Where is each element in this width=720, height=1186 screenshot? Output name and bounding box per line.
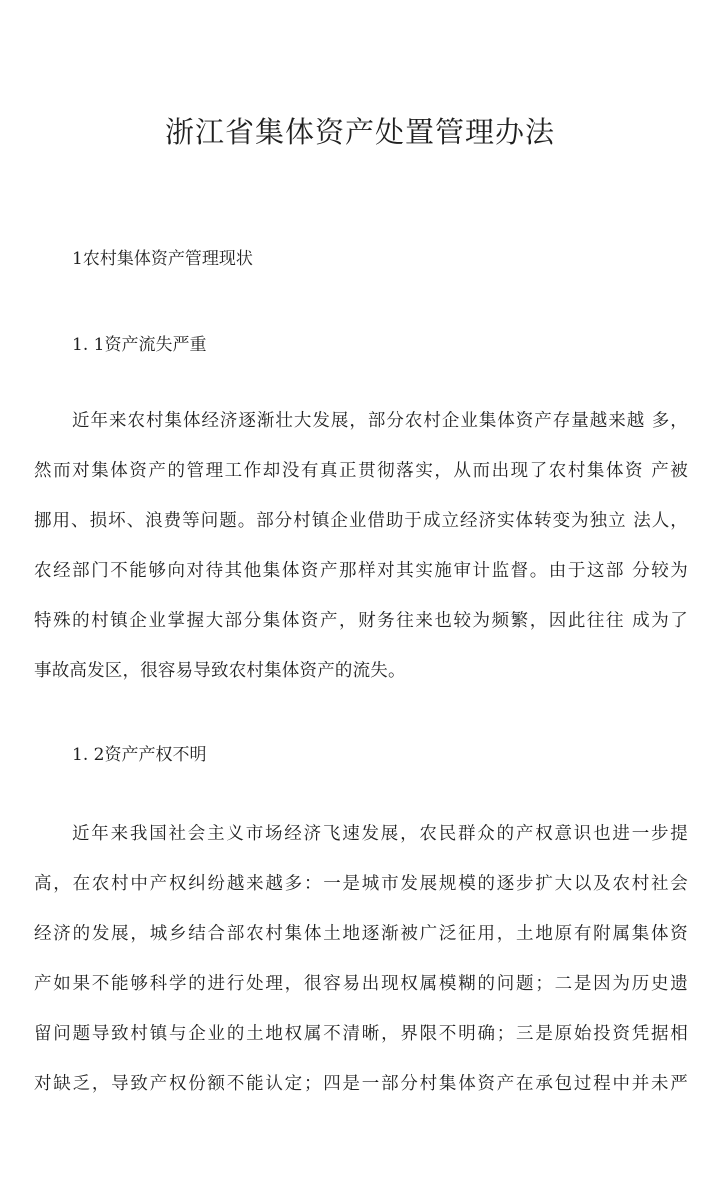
section-heading-1: 1农村集体资产管理现状 xyxy=(72,249,253,269)
paragraph-line: 事故高发区，很容易导致农村集体资产的流失。 xyxy=(34,661,406,681)
section-heading-1-1: 1. 1资产流失严重 xyxy=(72,335,207,355)
paragraph-line: 对缺乏，导致产权份额不能认定；四是一部分村集体资产在承包过程中并未严 xyxy=(34,1074,688,1094)
section-heading-1-2: 1. 2资产产权不明 xyxy=(72,745,207,765)
paragraph-asset-loss xyxy=(34,409,688,709)
document-title: 浙江省集体资产处置管理办法 xyxy=(164,115,555,149)
paragraph-line: 产如果不能够科学的进行处理，很容易出现权属模糊的问题；二是因为历史遗 xyxy=(34,974,688,994)
paragraph-line: 然而对集体资产的管理工作却没有真正贯彻落实，从而出现了农村集体资 产被 xyxy=(34,461,688,481)
paragraph-line: 特殊的村镇企业掌握大部分集体资产，财务往来也较为频繁，因此往往 成为了 xyxy=(34,611,688,631)
paragraph-property-rights xyxy=(34,822,688,1122)
paragraph-line: 挪用、损坏、浪费等问题。部分村镇企业借助于成立经济实体转变为独立 法人， xyxy=(34,511,688,531)
paragraph-line: 近年来农村集体经济逐渐壮大发展，部分农村企业集体资产存量越来越 多， xyxy=(72,411,688,431)
paragraph-line: 农经部门不能够向对待其他集体资产那样对其实施审计监督。由于这部 分较为 xyxy=(34,561,688,581)
paragraph-line: 留问题导致村镇与企业的土地权属不清晰，界限不明确；三是原始投资凭据相 xyxy=(34,1024,688,1044)
paragraph-line: 经济的发展，城乡结合部农村集体土地逐渐被广泛征用，土地原有附属集体资 xyxy=(34,924,688,944)
paragraph-line: 近年来我国社会主义市场经济飞速发展，农民群众的产权意识也进一步提 xyxy=(72,824,688,844)
paragraph-line: 高，在农村中产权纠纷越来越多：一是城市发展规模的逐步扩大以及农村社会 xyxy=(34,874,688,894)
